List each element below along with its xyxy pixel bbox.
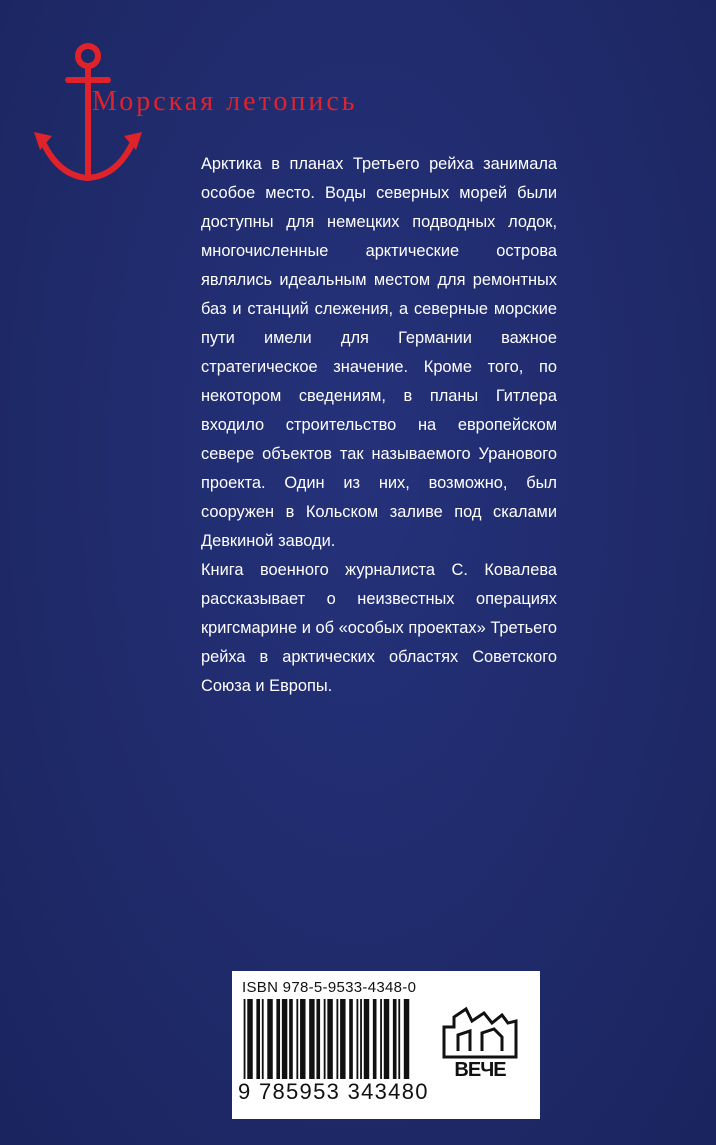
barcode-bar — [282, 999, 287, 1079]
barcode-bar — [398, 999, 400, 1079]
annotation-paragraph-2: Книга военного журналиста С. Ковалева рассказывает о неизвестных операциях кригсмарине и об «особых проектах» Третьего рейха в арктических областях Советского Союза и Европы. — [201, 561, 557, 695]
barcode-bar — [404, 999, 409, 1079]
barcode-bar — [309, 999, 314, 1079]
isbn-label: ISBN 978-5-9533-4348-0 — [242, 979, 417, 996]
barcode-bar — [340, 999, 345, 1079]
barcode-bar — [373, 999, 377, 1079]
barcode-bar — [336, 999, 338, 1079]
barcode-bar — [247, 999, 252, 1079]
publisher-name: ВЕЧЕ — [454, 1059, 506, 1081]
barcode-bar — [256, 999, 260, 1079]
barcode-bar — [327, 999, 332, 1079]
series-title: Морская летопись — [92, 86, 358, 117]
barcode-bar — [289, 999, 293, 1079]
barcode-digits: 9 785953 343480 — [238, 1079, 429, 1104]
barcode-bar — [316, 999, 320, 1079]
annotation-text — [201, 150, 557, 701]
barcode-bar — [349, 999, 353, 1079]
barcode-icon — [240, 999, 426, 1079]
barcode-bar — [267, 999, 272, 1079]
barcode-bar — [360, 999, 362, 1079]
barcode-bar — [262, 999, 264, 1079]
barcode-bar — [384, 999, 389, 1079]
barcode-bar — [300, 999, 305, 1079]
barcode-bar — [393, 999, 397, 1079]
barcode-bar — [296, 999, 298, 1079]
barcode-bar — [364, 999, 369, 1079]
barcode-bar — [356, 999, 358, 1079]
barcode-bar — [380, 999, 382, 1079]
barcode-bar — [244, 999, 246, 1079]
barcode-bar — [276, 999, 280, 1079]
annotation-paragraph-1: Арктика в планах Третьего рейха занимала особое место. Воды северных морей были доступны для немецких подводных лодок, многочисленные арктические острова являлись идеальным местом для ремонтных баз и станций слежения, а северные морские пути имели для Германии важное стратегическое значение. Кроме того, по некотором сведениям, в планы Гитлера входило строительство на европейском севере объектов так называемого Уранового проекта. Один из них, возможно, был сооружен в Кольском заливе под скалами Девкиной заводи. — [201, 155, 557, 550]
barcode-panel — [232, 971, 540, 1119]
barcode-bar — [324, 999, 326, 1079]
